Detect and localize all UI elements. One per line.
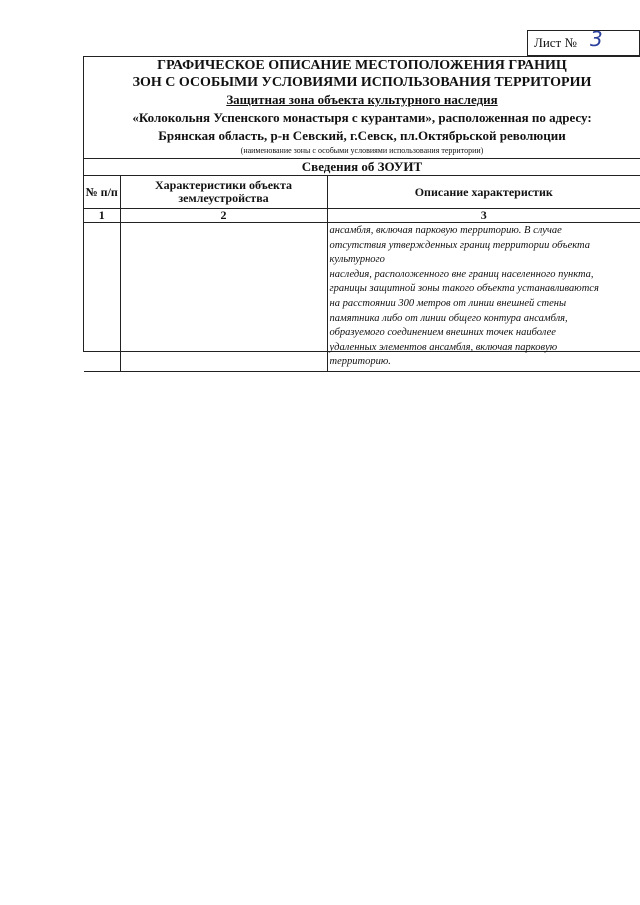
section-title: Сведения об ЗОУИТ [84, 158, 640, 175]
row-num-cell [84, 223, 120, 372]
sheet-number: 3 [590, 27, 603, 51]
col-number-3: 3 [327, 209, 640, 223]
zouit-table [84, 175, 640, 372]
table-header-row [84, 176, 640, 209]
description-line: памятника либо от линии общего контура ансамбля, [329, 312, 568, 324]
description-line: наследия, расположенного вне границ населенного пункта, [329, 268, 594, 280]
column-number-row [84, 209, 640, 223]
description-line: границы защитной зоны такого объекта устанавливаются [329, 283, 599, 295]
col-number-1: 1 [84, 209, 120, 223]
description-line: удаленных элементов ансамбля, включая парковую [329, 341, 558, 353]
col-number-2: 2 [120, 209, 327, 223]
table-row [84, 223, 640, 372]
header-description: Описание характеристик [327, 176, 640, 209]
description-line: ансамбля, включая парковую территорию. В случае [329, 225, 562, 236]
description-line: территорию. [329, 356, 391, 368]
row-characteristic-cell [120, 223, 327, 372]
title-line-1: ГРАФИЧЕСКОЕ ОПИСАНИЕ МЕСТОПОЛОЖЕНИЯ ГРАНИЦ [157, 58, 567, 73]
description-line: образуемого соединением внешних точек наиболее [329, 327, 556, 339]
header-characteristic: Характеристики объекта землеустройства [120, 176, 327, 209]
title-line-2: ЗОН С ОСОБЫМИ УСЛОВИЯМИ ИСПОЛЬЗОВАНИЯ ТЕРРИТОРИИ [132, 75, 592, 90]
zone-caption: (наименование зоны с особыми условиями использования территории) [240, 146, 484, 155]
header-num: № п/п [84, 176, 120, 209]
document-header [84, 57, 640, 156]
row-description-cell [327, 223, 640, 372]
object-line: «Колокольня Успенского монастыря с курантами», расположенная по адресу: [132, 110, 592, 125]
sheet-label: Лист № [534, 35, 577, 50]
description-line: культурного [329, 254, 385, 266]
sheet-number-box [527, 27, 640, 56]
description-line: на расстоянии 300 метров от линии внешней стены [329, 297, 567, 309]
document-frame [83, 56, 640, 368]
address-line: Брянская область, р-н Севский, г.Севск, пл.Октябрьской революции [158, 128, 566, 143]
zone-name: Защитная зона объекта культурного наследия [226, 92, 498, 107]
description-line: отсутствия утвержденных границ территории объекта [329, 239, 590, 251]
